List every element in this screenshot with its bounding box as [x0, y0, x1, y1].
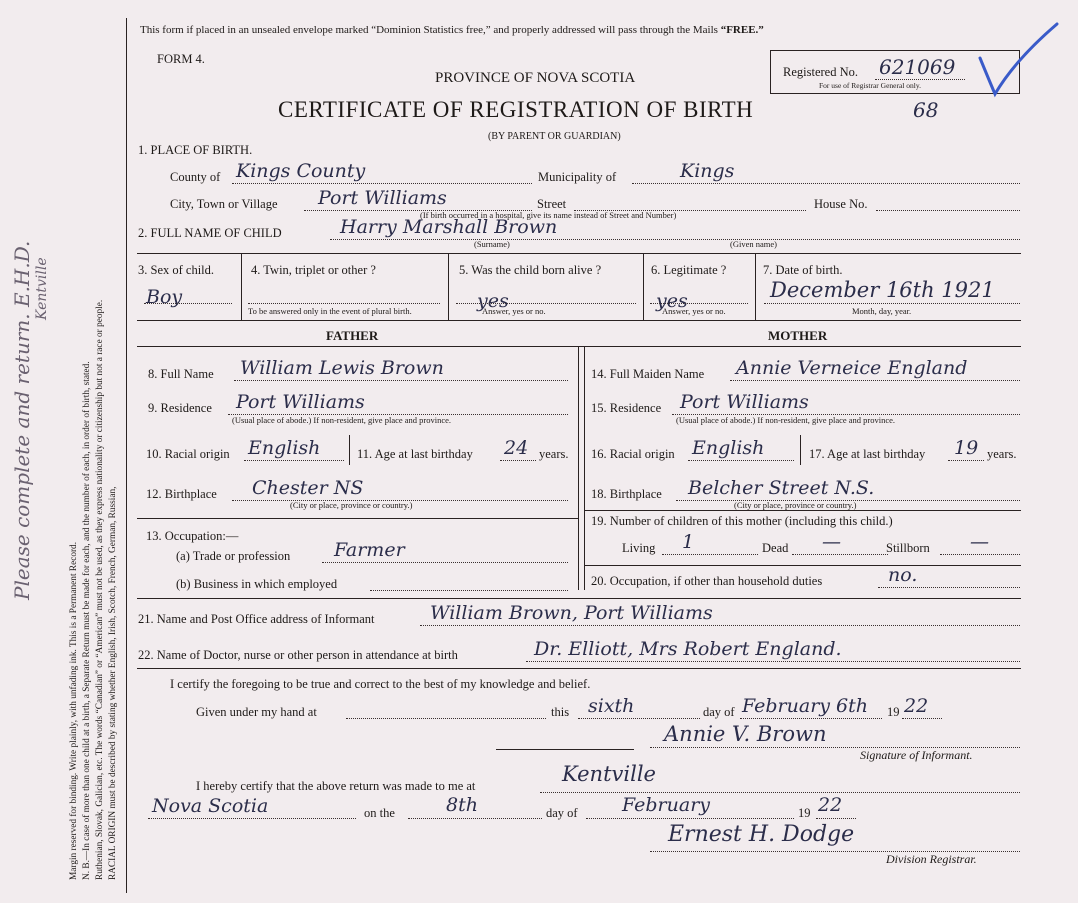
mother-birthplace-note: (City or place, province or country.) — [734, 500, 857, 510]
informant-label: 21. Name and Post Office address of Informant — [138, 612, 375, 626]
informant-signature: Annie V. Brown — [664, 722, 827, 746]
year-prefix: 19 — [887, 705, 900, 719]
father-trade-label: (a) Trade or profession — [176, 549, 291, 563]
mother-age-value: 19 — [954, 437, 979, 459]
registered-label: Registered No. — [783, 65, 858, 79]
registrar-day-label: day of — [546, 806, 578, 820]
twin-label: 4. Twin, triplet or other ? — [251, 263, 376, 277]
on-the-value: 8th — [446, 794, 478, 816]
father-race-label: 10. Racial origin — [146, 447, 230, 461]
given-name-note: (Given name) — [730, 239, 777, 249]
county-value: Kings County — [236, 160, 366, 182]
born-alive-label: 5. Was the child born alive ? — [459, 263, 602, 277]
margin-text-4: Margin reserved for binding. Write plainly, with unfading ink. This is a Permanent Record. — [69, 541, 79, 880]
registrar-signature: Ernest H. Dodge — [668, 822, 855, 847]
mother-stillborn-value: — — [970, 531, 989, 553]
mother-children-label: 19. Number of children of this mother (including this child.) — [591, 514, 893, 528]
margin-handwriting: Please complete and return. E.H.D. — [10, 240, 34, 600]
mother-name-label: 14. Full Maiden Name — [591, 367, 705, 381]
on-the-label: on the — [364, 806, 395, 820]
registered-note: For use of Registrar General only. — [819, 81, 921, 90]
registrar-province: Nova Scotia — [152, 795, 269, 817]
province-heading: PROVINCE OF NOVA SCOTIA — [435, 70, 636, 86]
father-trade-value: Farmer — [334, 539, 405, 561]
top-notice: This form if placed in an unsealed envelope marked “Dominion Statistics free,” and properly addressed will pass through the Mails “FREE.” — [140, 24, 764, 36]
this-value: sixth — [588, 695, 635, 717]
given-under-label: Given under my hand at — [196, 705, 317, 719]
sex-label: 3. Sex of child. — [138, 263, 215, 277]
mother-birthplace-label: 18. Birthplace — [591, 487, 662, 501]
registrar-day-value: February — [622, 794, 711, 816]
certificate-title: CERTIFICATE OF REGISTRATION OF BIRTH — [278, 97, 754, 122]
certificate-subtitle: (BY PARENT OR GUARDIAN) — [488, 131, 621, 142]
mother-name-value: Annie Verneice England — [736, 357, 968, 379]
inner-border — [126, 18, 127, 893]
child-name-value: Harry Marshall Brown — [340, 216, 558, 238]
sex-value: Boy — [146, 286, 183, 308]
mother-race-label: 16. Racial origin — [591, 447, 675, 461]
date-of-birth-value: December 16th 1921 — [770, 278, 995, 302]
day-of-label: day of — [703, 705, 735, 719]
born-alive-value: yes — [477, 290, 509, 312]
father-header: FATHER — [326, 328, 379, 343]
county-label: County of — [170, 170, 221, 184]
street-label: Street — [537, 197, 567, 211]
municipality-label: Municipality of — [538, 170, 617, 184]
father-name-value: William Lewis Brown — [240, 357, 444, 379]
informant-value: William Brown, Port Williams — [430, 602, 713, 624]
year-value: 22 — [904, 695, 929, 717]
mother-living-label: Living — [622, 541, 656, 555]
margin-text-3: N. B.—In case of more than one child at a birth, a Separate Return must be made for each, and the number of each, in order of birth, stated. — [82, 361, 92, 880]
surname-note: (Surname) — [474, 239, 510, 249]
date-of-birth-note: Month, day, year. — [852, 306, 912, 316]
mother-stillborn-label: Stillborn — [886, 541, 930, 555]
margin-text-2: Ruthenian, Slovak, Galician, etc. The words “Canadian” or “American” must not be used, as they express nationality or citizenship but not a race or people. — [95, 299, 105, 880]
father-residence-label: 9. Residence — [148, 401, 212, 415]
mother-occupation-value: no. — [888, 564, 918, 586]
father-occupation-label: 13. Occupation:— — [146, 529, 239, 543]
father-residence-note: (Usual place of abode.) If non-resident, give place and province. — [232, 415, 452, 425]
day-of-value: February 6th — [742, 695, 869, 717]
certify-text: I certify the foregoing to be true and correct to the best of my knowledge and belief. — [170, 677, 591, 691]
city-value: Port Williams — [318, 187, 447, 209]
mother-years-label: years. — [987, 447, 1017, 461]
mother-age-label: 17. Age at last birthday — [809, 447, 926, 461]
born-alive-note: Answer, yes or no. — [482, 306, 546, 316]
legitimate-label: 6. Legitimate ? — [651, 263, 727, 277]
check-mark-icon — [975, 20, 1065, 100]
mother-residence-label: 15. Residence — [591, 401, 662, 415]
title-handwriting: 68 — [913, 98, 939, 122]
father-race-value: English — [248, 437, 321, 459]
father-residence-value: Port Williams — [236, 391, 365, 413]
place-of-birth-label: 1. PLACE OF BIRTH. — [138, 143, 253, 157]
father-age-label: 11. Age at last birthday — [357, 447, 473, 461]
child-name-label: 2. FULL NAME OF CHILD — [138, 226, 282, 240]
mother-occupation-label: 20. Occupation, if other than household duties — [591, 574, 823, 588]
registrar-place: Kentville — [562, 762, 656, 786]
doctor-label: 22. Name of Doctor, nurse or other person in attendance at birth — [138, 648, 458, 662]
father-birthplace-label: 12. Birthplace — [146, 487, 217, 501]
father-name-label: 8. Full Name — [148, 367, 214, 381]
father-business-label: (b) Business in which employed — [176, 577, 338, 591]
registrar-label: Division Registrar. — [886, 852, 977, 866]
mother-header: MOTHER — [768, 328, 828, 343]
mother-residence-value: Port Williams — [680, 391, 809, 413]
registered-number: 621069 — [879, 55, 956, 79]
mother-dead-value: — — [822, 531, 841, 553]
margin-handwriting-2: Kentville — [34, 257, 50, 320]
twin-note: To be answered only in the event of plural birth. — [248, 306, 412, 316]
registrar-year-value: 22 — [818, 794, 843, 816]
hospital-note: (If birth occurred in a hospital, give its name instead of Street and Number) — [420, 210, 677, 220]
mother-living-value: 1 — [682, 531, 695, 553]
mother-dead-label: Dead — [762, 541, 789, 555]
signature-label: Signature of Informant. — [860, 748, 973, 762]
mother-birthplace-value: Belcher Street N.S. — [688, 477, 875, 499]
father-birthplace-note: (City or place, province or country.) — [290, 500, 413, 510]
city-label: City, Town or Village — [170, 197, 278, 211]
registrar-text: I hereby certify that the above return was made to me at — [196, 779, 476, 793]
this-label: this — [551, 705, 570, 719]
father-age-value: 24 — [504, 437, 529, 459]
margin-text-1: RACIAL ORIGIN must be described by stating whether English, Irish, Scotch, French, German, Russian, — [108, 486, 118, 880]
legitimate-value: yes — [656, 290, 688, 312]
father-birthplace-value: Chester NS — [252, 477, 364, 499]
house-label: House No. — [814, 197, 868, 211]
doctor-value: Dr. Elliott, Mrs Robert England. — [534, 638, 842, 660]
registrar-year-prefix: 19 — [798, 806, 811, 820]
form-number: FORM 4. — [157, 52, 205, 66]
date-of-birth-label: 7. Date of birth. — [763, 263, 843, 277]
mother-residence-note: (Usual place of abode.) If non-resident, give place and province. — [676, 415, 896, 425]
father-years-label: years. — [539, 447, 569, 461]
legitimate-note: Answer, yes or no. — [662, 306, 726, 316]
mother-race-value: English — [692, 437, 765, 459]
municipality-value: Kings — [680, 160, 735, 182]
